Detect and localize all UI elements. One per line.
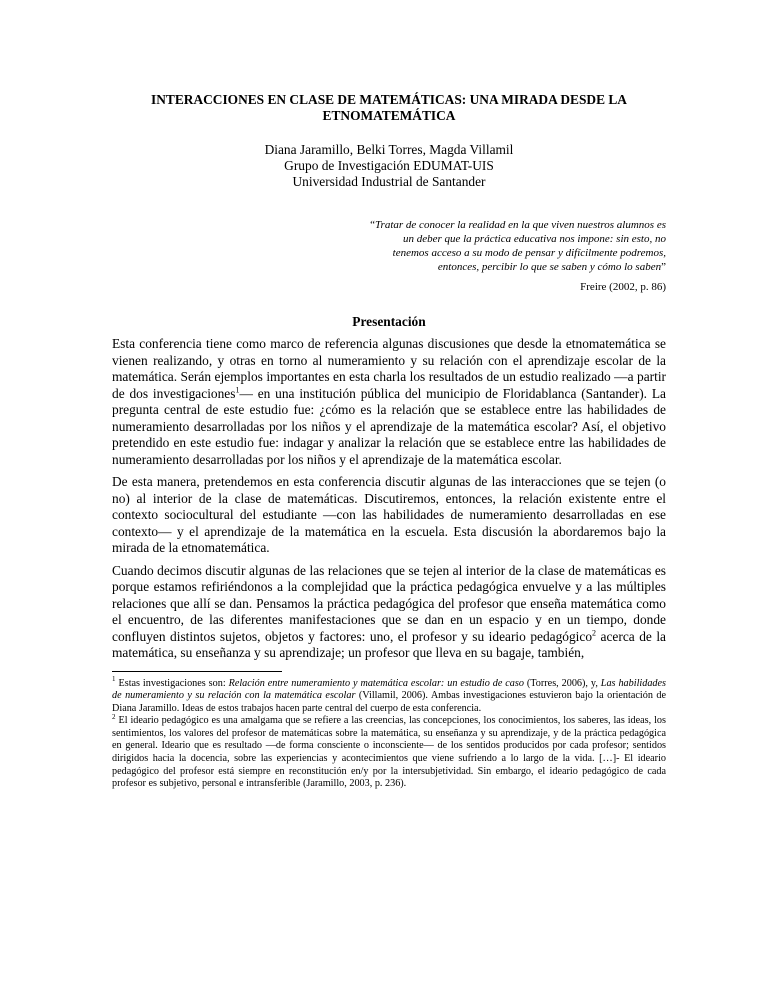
footnote-1-title-1: Relación entre numeramiento y matemática escolar: un estudio de caso (228, 677, 524, 689)
footnote-1-number: 1 (112, 675, 116, 684)
footnote-1 (112, 675, 666, 716)
footnote-ref-1: 1 (235, 385, 240, 395)
section-heading: Presentación (352, 314, 426, 329)
body-paragraph-1 (112, 336, 666, 468)
footnote-2 (112, 712, 666, 791)
body-paragraph-3 (112, 563, 666, 662)
paragraph-3-text-b: acerca de la matemática, su enseñanza y su aprendizaje; un profesor que lleva en su bagaje, también, (112, 628, 666, 660)
footnote-1-text-b: (Torres, 2006), y, (523, 677, 601, 689)
footnote-divider (112, 671, 282, 672)
research-group: Grupo de Investigación EDUMAT-UIS (284, 158, 494, 173)
footnote-1-title-2: Las habilidades de numeramiento y su relación con la matemática escolar (112, 677, 666, 702)
epigraph-citation: Freire (2002, p. 86) (580, 281, 666, 293)
body-paragraph-2: De esta manera, pretendemos en esta conferencia discutir algunas de las interacciones que se tejen (o no) al interior de la clase de matemáticas. Discutiremos, entonces, la relación existente entre el contexto sociocultural del estudiante —con las habilidades de numeramiento desarrolladas en ese contexto— y el aprendizaje de la matemática en la escuela. Esta discusión la abordaremos bajo la mirada de la etnomatemática. (112, 474, 666, 555)
university: Universidad Industrial de Santander (292, 174, 486, 189)
paragraph-1-text-b: — en una institución pública del municipio de Floridablanca (Santander). La pregunta central de este estudio fue: ¿cómo es la relación que se establece entre las habilidades de numeramiento desarrolladas por los niños y el aprendizaje de la matemática escolar? Así, el objetivo pretendido en este estudio fue: indagar y analizar la relación que se establece entre las habilidades de numeramiento desarrolladas por los niños y el aprendizaje de la matemática escolar. (112, 385, 666, 467)
epigraph (366, 218, 666, 274)
paragraph-3-text-a: Cuando decimos discutir algunas de las relaciones que se tejen al interior de la clase de matemáticas es porque estamos refiriéndonos a la complejidad que la práctica pedagógica envuelve y a las múltiples relaciones que allí se dan. Pensamos la práctica pedagógica del profesor que enseña matemática como el encuentro, de las diferentes manifestaciones que se dan en un espacio y en un tiempo, donde confluyen distintos sujetos, objetos y factores: uno, el profesor y su ideario pedagógico (112, 562, 666, 644)
paper-title: INTERACCIONES EN CLASE DE MATEMÁTICAS: UNA MIRADA DESDE LA ETNOMATEMÁTICA (151, 92, 627, 123)
epigraph-close-quote: ” (661, 261, 666, 273)
footnote-1-text-c: (Villamil, 2006). Ambas investigaciones estuvieron bajo la orientación de Diana Jaramillo. Ideas de estos trabajos hacen parte central del cuerpo de esta conferencia. (112, 690, 666, 714)
authors: Diana Jaramillo, Belki Torres, Magda Villamil (264, 142, 514, 157)
footnote-ref-2: 2 (592, 628, 597, 638)
author-block (112, 142, 666, 190)
paragraph-1-text-a: Esta conferencia tiene como marco de referencia algunas discusiones que desde la etnomatemática se vienen realizando, y otras en torno al numeramiento y su relación con el aprendizaje escolar de la matemática. Serán ejemplos importantes en esta charla los resultados de un estudio realizado —a partir de dos investigaciones (112, 336, 666, 401)
footnote-2-text: El ideario pedagógico es una amalgama que se refiere a las creencias, las concepciones, los conocimientos, los saberes, las ideas, los sentimientos, los valores del profesor de matemáticas sobre la matemática, su enseñanza y su aprendizaje, y de la práctica pedagógica en general. Ideario que es resultado —de forma consciente o inconsciente— de los sentidos producidos por cada profesor; sentidos dirigidos hacia la docencia, sobre las experiencias y acontecimientos que viene sufriendo a lo largo de la vida. […]- El ideario pedagógico del profesor está siempre en reconstitución en/y por la intersubjetividad. Sin embargo, el ideario pedagógico de cada profesor es subjetivo, personal e intransferible (Jaramillo, 2003, p. 236). (112, 715, 666, 790)
epigraph-open-quote: “ (370, 219, 376, 231)
document-page (112, 92, 666, 791)
footnote-2-number: 2 (112, 712, 116, 721)
epigraph-quote: Tratar de conocer la realidad en la que viven nuestros alumnos es un deber que la práctica educativa nos impone: sin esto, no tenemos acceso a su modo de pensar y difícilmente podremos, entonces, percibir lo que se saben y cómo lo saben (375, 219, 666, 273)
footnote-1-text-a: Estas investigaciones son: (118, 677, 229, 689)
